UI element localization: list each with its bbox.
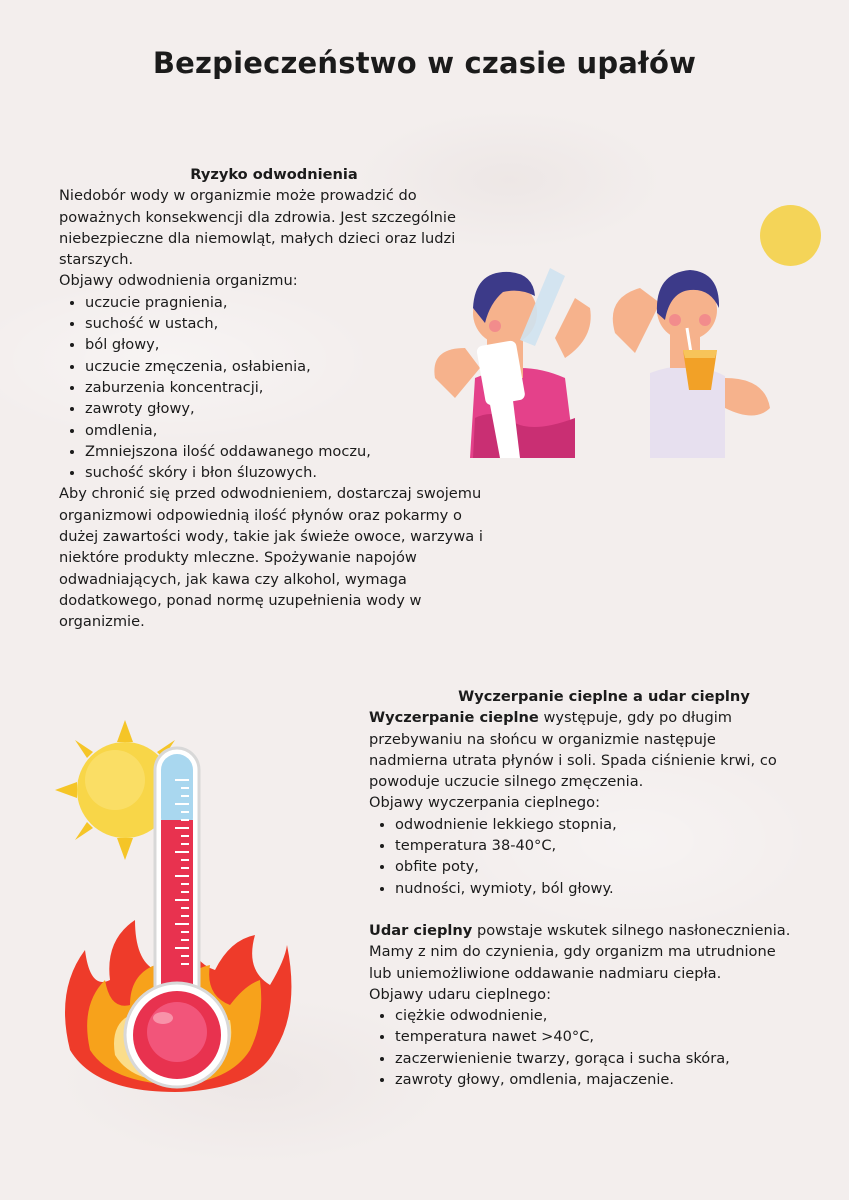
dehydration-heading: Ryzyko odwodnienia — [190, 166, 358, 183]
list-item: • nudności, wymioty, ból głowy. — [395, 878, 799, 899]
list-item: • suchość skóry i błon śluzowych. — [85, 462, 489, 483]
stroke-text: powstaje wskutek silnego nasłonecznienia. Mamy z nim do czynienia, gdy organizm ma utrudnione lub uniemożliwione oddawanie nadmiaru ciepła. — [369, 921, 791, 982]
list-item: • Zmniejszona ilość oddawanego moczu, — [85, 441, 489, 462]
stroke-paragraph — [369, 920, 799, 984]
list-item: • odwodnienie lekkiego stopnia, — [395, 814, 799, 835]
heat-heading: Wyczerpanie cieplne a udar cieplny — [458, 688, 750, 705]
sun-dot-icon — [760, 205, 821, 266]
list-item: • uczucie pragnienia, — [85, 292, 489, 313]
exhaustion-term: Wyczerpanie cieplne — [369, 709, 539, 727]
list-item: • ból głowy, — [85, 334, 489, 355]
list-item: • zawroty głowy, omdlenia, majaczenie. — [395, 1069, 799, 1090]
list-item: • zawroty głowy, — [85, 398, 489, 419]
exhaustion-paragraph — [369, 707, 799, 792]
stroke-term: Udar cieplny — [369, 921, 473, 939]
dehydration-advice: Aby chronić się przed odwodnieniem, dostarczaj swojemu organizmowi odpowiednią ilość płynów oraz pokarmy o dużej zawartości wody, takie jak świeże owoce, warzywa i niektóre produkty mleczne. Spożywanie napojów odwadniających, jak kawa czy alkohol, wymaga dodatkowego, ponad normę uzupełnienia wody w organizmie. — [59, 485, 483, 631]
list-item: • ciężkie odwodnienie, — [395, 1005, 799, 1026]
list-item: • zaczerwienienie twarzy, gorąca i sucha skóra, — [395, 1048, 799, 1069]
exhaustion-text: występuje, gdy po długim przebywaniu na słońcu w organizmie następuje nadmierna utrata płynów i soli. Spada ciśnienie krwi, co powoduje uczucie silnego zmęczenia. — [369, 709, 777, 791]
list-item: • temperatura 38-40°C, — [395, 835, 799, 856]
exhaustion-symptoms-label: Objawy wyczerpania cieplnego: — [369, 794, 600, 812]
people-drinking-illustration — [425, 258, 775, 458]
thermometer-flames-illustration — [55, 720, 295, 1095]
stroke-symptoms-label: Objawy udaru cieplnego: — [369, 985, 552, 1003]
list-item: • suchość w ustach, — [85, 313, 489, 334]
exhaustion-symptoms-list — [369, 814, 799, 899]
man-drinking-icon — [434, 268, 590, 458]
dehydration-intro: Niedobór wody w organizmie może prowadzić do poważnych konsekwencji dla zdrowia. Jest szczególnie niebezpieczne dla niemowląt, małych dzieci oraz ludzi starszych. — [59, 187, 456, 269]
list-item: • obfite poty, — [395, 856, 799, 877]
list-item: • temperatura nawet >40°C, — [395, 1026, 799, 1047]
stroke-symptoms-list — [369, 1005, 799, 1090]
dehydration-symptoms-label: Objawy odwodnienia organizmu: — [59, 272, 298, 290]
list-item: • omdlenia, — [85, 420, 489, 441]
woman-drinking-icon — [613, 270, 770, 458]
list-item: • uczucie zmęczenia, osłabienia, — [85, 356, 489, 377]
heat-section — [369, 686, 799, 1090]
page-title: Bezpieczeństwo w czasie upałów — [152, 46, 697, 80]
list-item: • zaburzenia koncentracji, — [85, 377, 489, 398]
